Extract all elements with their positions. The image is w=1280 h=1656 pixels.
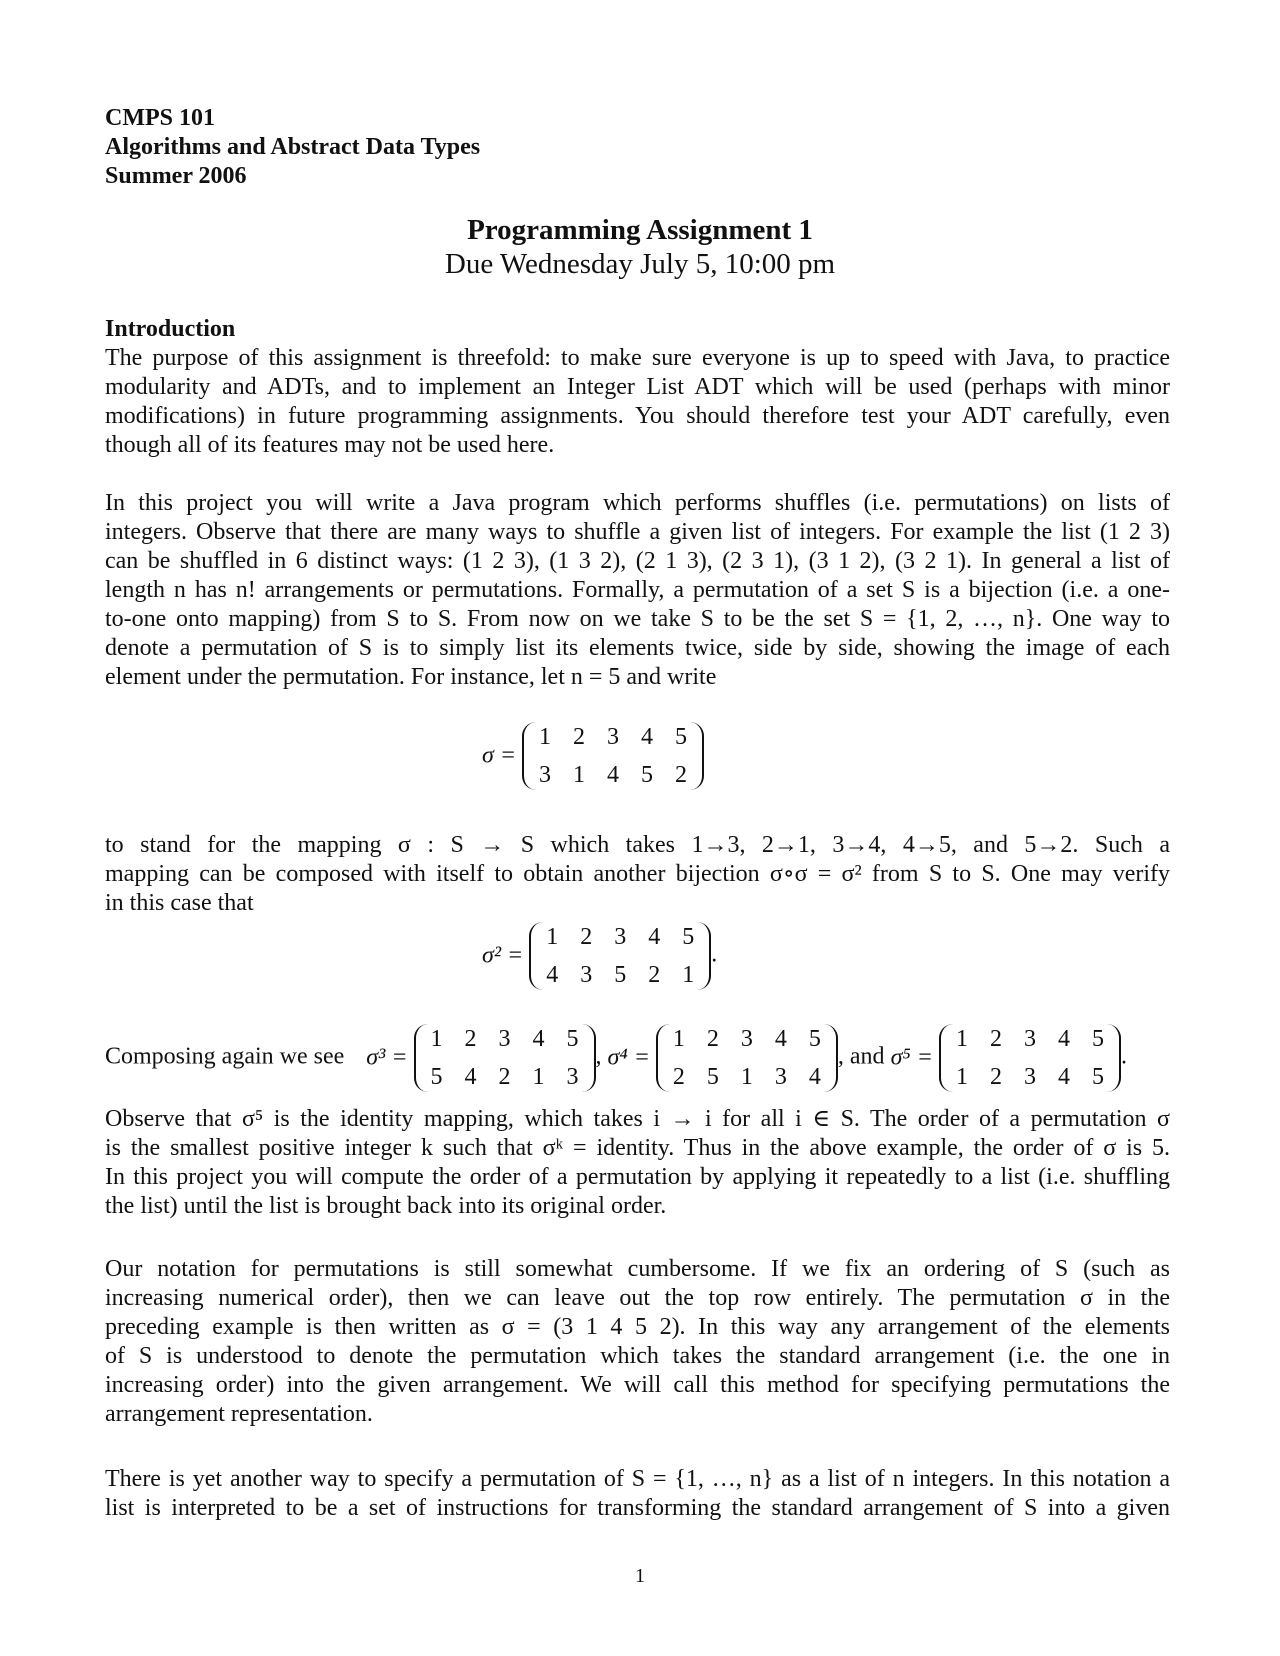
two-row-matrix <box>939 1024 1121 1092</box>
paragraph-line: to stand for the mapping σ : S → S which takes 1→3, 2→1, 3→4, 4→5, and 5→2. Such a <box>105 832 1170 858</box>
matrix-cell: 4 <box>1057 1026 1070 1052</box>
matrix-cell: 3 <box>580 962 593 988</box>
assignment-title: Programming Assignment 1 <box>467 214 813 246</box>
paragraph-line: denote a permutation of S is to simply list its elements twice, side by side, showing the image of each <box>105 635 1170 661</box>
matrix-cell: 3 <box>607 724 620 750</box>
matrix-cell: 5 <box>430 1064 443 1090</box>
two-row-matrix <box>414 1024 596 1092</box>
paragraph-order <box>105 1105 1170 1221</box>
matrix-cell: 3 <box>614 924 627 950</box>
matrix-cell: 1 <box>740 1064 753 1090</box>
matrix-cell: 1 <box>532 1064 545 1090</box>
matrix-cell: 5 <box>682 924 695 950</box>
matrix-cell: 5 <box>706 1064 719 1090</box>
course-term: Summer 2006 <box>105 163 247 189</box>
matrix-cell: 4 <box>607 762 620 788</box>
matrix-cell: 2 <box>706 1026 719 1052</box>
matrix-cell: 5 <box>1091 1026 1104 1052</box>
paragraph-line: element under the permutation. For instance, let n = 5 and write <box>105 664 717 690</box>
matrix-cell: 1 <box>539 724 552 750</box>
matrix-cell: 2 <box>989 1064 1002 1090</box>
matrix-cell: 5 <box>614 962 627 988</box>
matrix-cell: 3 <box>498 1026 511 1052</box>
matrix-label: σ² = <box>482 942 524 969</box>
matrix-cell: 4 <box>808 1064 821 1090</box>
matrix-cell: 5 <box>808 1026 821 1052</box>
sigma-squared-matrix: σ² = 1 2 3 4 5 4 3 5 2 1 . <box>482 924 718 988</box>
page-number: 1 <box>635 1565 645 1587</box>
matrix-cell: 2 <box>989 1026 1002 1052</box>
paragraph-line: mapping can be composed with itself to obtain another bijection σ∘σ = σ² from S to S. One may verify <box>105 861 1170 887</box>
matrix-label: σ⁵ = <box>890 1044 933 1071</box>
matrix-cell: 3 <box>774 1064 787 1090</box>
paragraph-line: list is interpreted to be a set of instructions for transforming the standard arrangement of S into a given <box>105 1495 1170 1521</box>
matrix-cell: 3 <box>740 1026 753 1052</box>
assignment-due-date: Due Wednesday July 5, 10:00 pm <box>444 248 836 280</box>
paragraph-line: the list) until the list is brought back into its original order. <box>105 1193 667 1219</box>
paragraph-line: There is yet another way to specify a permutation of S = {1, …, n} as a list of n integers. In this notation a <box>105 1466 1170 1492</box>
two-row-matrix <box>656 1024 838 1092</box>
matrix-cell: 4 <box>641 724 654 750</box>
paragraph-line: in this case that <box>105 890 254 916</box>
paragraph-line: of S is understood to denote the permutation which takes the standard arrangement (i.e. the one in <box>105 1343 1170 1369</box>
matrix-cell: 1 <box>573 762 586 788</box>
paragraph-project <box>105 489 1170 692</box>
matrix-cell: 2 <box>675 762 688 788</box>
paragraph-line: length n has n! arrangements or permutations. Formally, a permutation of a set S is a bijection (i.e. a one- <box>105 577 1170 603</box>
matrix-cell: 3 <box>566 1064 579 1090</box>
matrix-label: σ = <box>482 742 517 769</box>
paragraph-purpose <box>105 344 1170 460</box>
matrix-cell: 5 <box>641 762 654 788</box>
and-label: , and <box>837 1043 885 1070</box>
paragraph-line: can be shuffled in 6 distinct ways: (1 2 3), (1 3 2), (2 1 3), (2 3 1), (3 1 2), (3 2 1). In general a list of <box>105 548 1170 574</box>
matrix-cell: 3 <box>1023 1064 1036 1090</box>
matrix-cell: 1 <box>955 1026 968 1052</box>
matrix-cell: 2 <box>580 924 593 950</box>
matrix-cell: 5 <box>1091 1064 1104 1090</box>
matrix-cell: 3 <box>539 762 552 788</box>
two-row-matrix <box>529 922 711 990</box>
section-heading-introduction: Introduction <box>105 316 236 342</box>
paragraph-line: integers. Observe that there are many ways to shuffle a given list of integers. For example the list (1 2 3) <box>105 519 1170 545</box>
paragraph-line: to-one onto mapping) from S to S. From now on we take S to be the set S = {1, 2, …, n}. One way to <box>105 606 1170 632</box>
paragraph-mapping <box>105 831 1170 918</box>
matrix-cell: 2 <box>573 724 586 750</box>
matrix-cell: 1 <box>546 924 559 950</box>
paragraph-line: increasing numerical order), then we can leave out the top row entirely. The permutation σ in the <box>105 1285 1170 1311</box>
paragraph-line: The purpose of this assignment is threefold: to make sure everyone is up to speed with Java, to practice <box>105 345 1170 371</box>
matrix-cell: 4 <box>774 1026 787 1052</box>
matrix-cell: 5 <box>675 724 688 750</box>
matrix-cell: 1 <box>430 1026 443 1052</box>
paragraph-line: In this project you will compute the order of a permutation by applying it repeatedly to a list (i.e. shuffling <box>105 1164 1170 1190</box>
matrix-label: σ³ = <box>366 1044 408 1071</box>
paragraph-line: Our notation for permutations is still somewhat cumbersome. If we fix an ordering of S (such as <box>105 1256 1170 1282</box>
paragraph-line: modifications) in future programming assignments. You should therefore test your ADT carefully, even <box>105 403 1170 429</box>
matrix-cell: 1 <box>672 1026 685 1052</box>
paragraph-line: preceding example is then written as σ = (3 1 4 5 2). In this way any arrangement of the elements <box>105 1314 1170 1340</box>
sigma-matrix <box>482 722 704 790</box>
matrix-cell: 3 <box>1023 1026 1036 1052</box>
matrix-cell: 4 <box>1057 1064 1070 1090</box>
matrix-cell: 4 <box>648 924 661 950</box>
paragraph-line: Observe that σ⁵ is the identity mapping, which takes i → i for all i ∈ S. The order of a permutation σ <box>105 1106 1170 1132</box>
matrix-cell: 2 <box>464 1026 477 1052</box>
course-header <box>105 104 480 191</box>
composing-row: Composing again we see σ³ = 1 2 3 4 5 5 4 2 1 3 , σ⁴ = 1 2 3 4 5 2 5 1 3 4 , and σ⁵ = 1 2 3 4 5 1 2 3 4 5 . <box>105 1026 1127 1090</box>
matrix-cell: 5 <box>566 1026 579 1052</box>
paragraph-line: increasing order) into the given arrangement. We will call this method for specifying permutations the <box>105 1372 1170 1398</box>
course-title: Algorithms and Abstract Data Types <box>105 134 481 160</box>
paragraph-line: is the smallest positive integer k such that σᵏ = identity. Thus in the above example, the order of σ is 5. <box>105 1135 1170 1161</box>
paragraph-another-way <box>105 1465 1170 1523</box>
course-code: CMPS 101 <box>105 105 215 131</box>
paragraph-notation <box>105 1255 1170 1429</box>
matrix-cell: 2 <box>498 1064 511 1090</box>
paragraph-line: modularity and ADTs, and to implement an Integer List ADT which will be used (perhaps with minor <box>105 374 1170 400</box>
matrix-cell: 4 <box>464 1064 477 1090</box>
matrix-cell: 1 <box>682 962 695 988</box>
matrix-cell: 2 <box>672 1064 685 1090</box>
assignment-title-block <box>0 213 1280 281</box>
paragraph-line: arrangement representation. <box>105 1401 373 1427</box>
matrix-label: σ⁴ = <box>607 1044 650 1071</box>
composing-label: Composing again we see <box>105 1043 345 1070</box>
paragraph-line: though all of its features may not be used here. <box>105 432 555 458</box>
paragraph-line: In this project you will write a Java program which performs shuffles (i.e. permutations) on lists of <box>105 490 1170 516</box>
matrix-cell: 2 <box>648 962 661 988</box>
matrix-cell: 1 <box>955 1064 968 1090</box>
matrix-cell: 4 <box>532 1026 545 1052</box>
two-row-matrix <box>522 722 704 790</box>
matrix-cell: 4 <box>546 962 559 988</box>
